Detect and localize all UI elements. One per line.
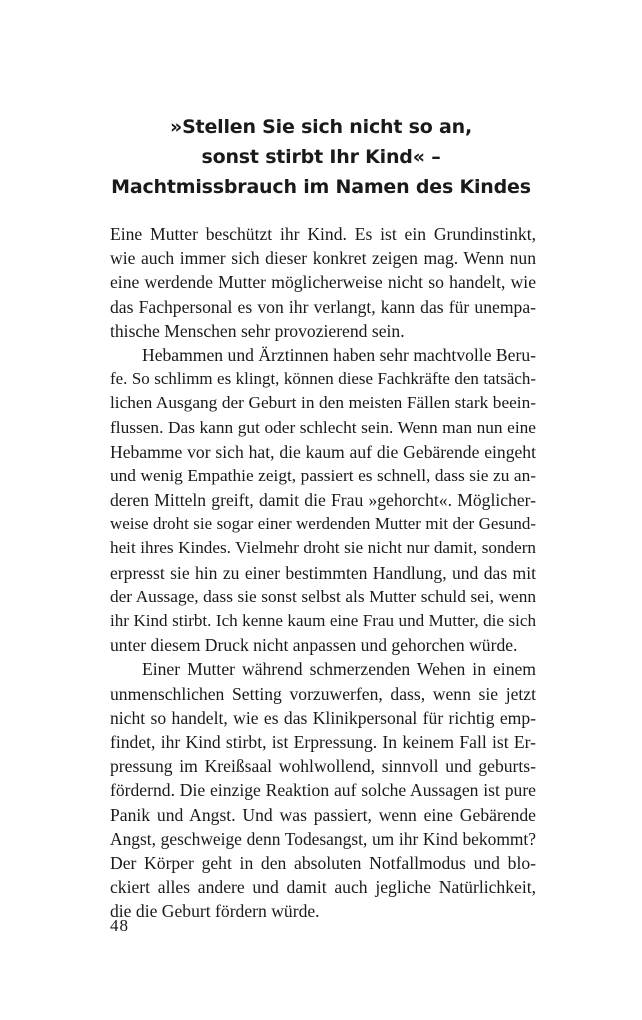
body-text bbox=[110, 222, 536, 923]
text-line: thische Menschen sehr provozierend sein. bbox=[110, 320, 405, 341]
text-line: lichen Ausgang der Geburt in den meisten Fällen stark beein- bbox=[110, 393, 536, 413]
text-line: der Aussage, dass sie sonst selbst als Mutter schuld sei, wenn bbox=[110, 586, 536, 606]
text-line: Einer Mutter während schmerzenden Wehen in einem bbox=[142, 659, 536, 680]
text-line: Eine Mutter beschützt ihr Kind. Es ist ein Grundinstinkt, bbox=[110, 224, 536, 244]
text-line: Der Körper geht in den absoluten Notfallmodus und blo- bbox=[110, 852, 536, 873]
text-line: ckiert alles andere und damit auch jegliche Natürlichkeit, bbox=[110, 877, 536, 898]
text-line: fördernd. Die einzige Reaktion auf solche Aussagen ist pure bbox=[110, 780, 536, 801]
text-line: eine werdende Mutter möglicherweise nicht so handelt, wie bbox=[110, 272, 536, 293]
chapter-title bbox=[100, 112, 542, 202]
text-line: unter diesem Druck nicht anpassen und gehorchen würde. bbox=[110, 635, 518, 656]
text-line: nicht so handelt, wie es das Klinikpersonal für richtig emp- bbox=[110, 707, 536, 728]
text-line: Angst, geschweige denn Todesangst, um ihr Kind bekommt? bbox=[110, 828, 536, 849]
text-line: Panik und Angst. Und was passiert, wenn eine Gebärende bbox=[110, 804, 536, 825]
text-line: das Fachpersonal es von ihr verlangt, kann das für unempa- bbox=[110, 296, 536, 317]
text-line: ihr Kind stirbt. Ich kenne kaum eine Frau und Mutter, die sich bbox=[110, 611, 536, 630]
page-number: 48 bbox=[110, 916, 129, 935]
text-line: fe. So schlimm es klingt, können diese Fachkräfte den tatsäch- bbox=[110, 369, 536, 389]
text-line: Hebammen und Ärztinnen haben sehr machtvolle Beru- bbox=[142, 344, 536, 365]
text-line: deren Mitteln greift, damit die Frau »gehorcht«. Möglicher- bbox=[110, 490, 536, 511]
text-line: pressung im Kreißsaal wohlwollend, sinnvoll und geburts- bbox=[110, 756, 536, 777]
text-line: wie auch immer sich dieser konkret zeigen mag. Wenn nun bbox=[110, 248, 536, 269]
text-line: Hebamme vor sich hat, die kaum auf die Gebärende eingeht bbox=[110, 441, 536, 462]
text-line: heit ihres Kindes. Vielmehr droht sie nicht nur damit, sondern bbox=[110, 538, 536, 558]
chapter-title-line: »Stellen Sie sich nicht so an, bbox=[170, 116, 472, 138]
text-line: flussen. Das kann gut oder schlecht sein. Wenn man nun eine bbox=[110, 417, 536, 437]
text-line: weise droht sie sogar einer werdenden Mutter mit der Gesund- bbox=[110, 514, 536, 534]
text-line: und wenig Empathie zeigt, passiert es schnell, dass sie zu an- bbox=[110, 465, 536, 485]
text-line: die die Geburt fördern würde. bbox=[110, 901, 320, 922]
paragraph bbox=[110, 222, 536, 343]
text-line: unmenschlichen Setting vorzuwerfen, dass, wenn sie jetzt bbox=[110, 683, 536, 704]
paragraph bbox=[110, 657, 536, 923]
text-line: erpresst sie hin zu einer bestimmten Handlung, und das mit bbox=[110, 562, 536, 583]
paragraph bbox=[110, 343, 536, 657]
text-line: findet, ihr Kind stirbt, ist Erpressung. In keinem Fall ist Er- bbox=[110, 731, 536, 752]
chapter-title-line: Machtmissbrauch im Namen des Kindes bbox=[111, 176, 531, 198]
chapter-title-line: sonst stirbt Ihr Kind« – bbox=[201, 146, 441, 168]
